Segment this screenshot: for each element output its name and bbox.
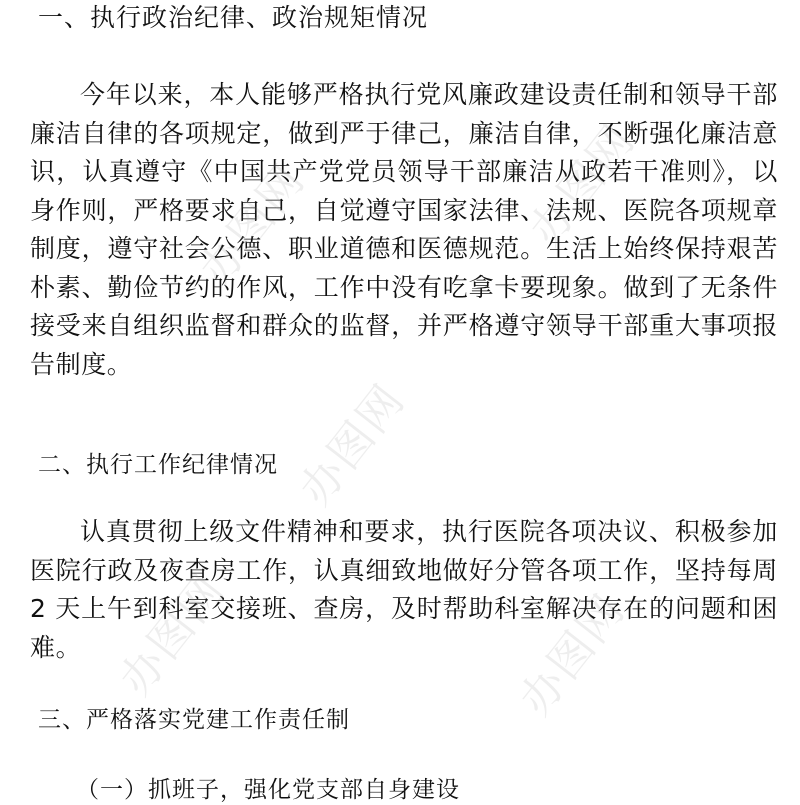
watermark: 办图网 xyxy=(509,584,636,725)
watermark: 办图网 xyxy=(519,114,646,255)
watermark: 办图网 xyxy=(289,374,416,515)
section2-heading: 二、执行工作纪律情况 xyxy=(38,452,278,478)
section1-paragraph: 今年以来，本人能够严格执行党风廉政建设责任制和领导干部廉洁自律的各项规定，做到严于律己，廉洁自律，不断强化廉洁意识，认真遵守《中国共产党党员领导干部廉洁从政若干准则》，以身作则，严格要求自己，自觉遵守国家法律、法规、医院各项规章制度，遵守社会公德、职业道德和医德规范。生活上始终保持艰苦朴素、勤俭节约的作风，工作中没有吃拿卡要现象。做到了无条件接受来自组织监督和群众的监督，并严格遵守领导干部重大事项报告制度。 xyxy=(30,80,778,379)
section3-subheading: （一）抓班子，强化党支部自身建设 xyxy=(76,777,460,803)
watermark: 办图网 xyxy=(189,154,316,295)
section1-heading: 一、执行政治纪律、政治规矩情况 xyxy=(38,3,429,32)
section2-paragraph: 认真贯彻上级文件精神和要求，执行医院各项决议、积极参加医院行政及夜查房工作，认真细致地做好分管各项工作，坚持每周 2 天上午到科室交接班、查房，及时帮助科室解决存在的问题和困难。 xyxy=(30,517,778,662)
section3-heading: 三、严格落实党建工作责任制 xyxy=(38,707,350,733)
watermark: 办图网 xyxy=(109,564,236,705)
